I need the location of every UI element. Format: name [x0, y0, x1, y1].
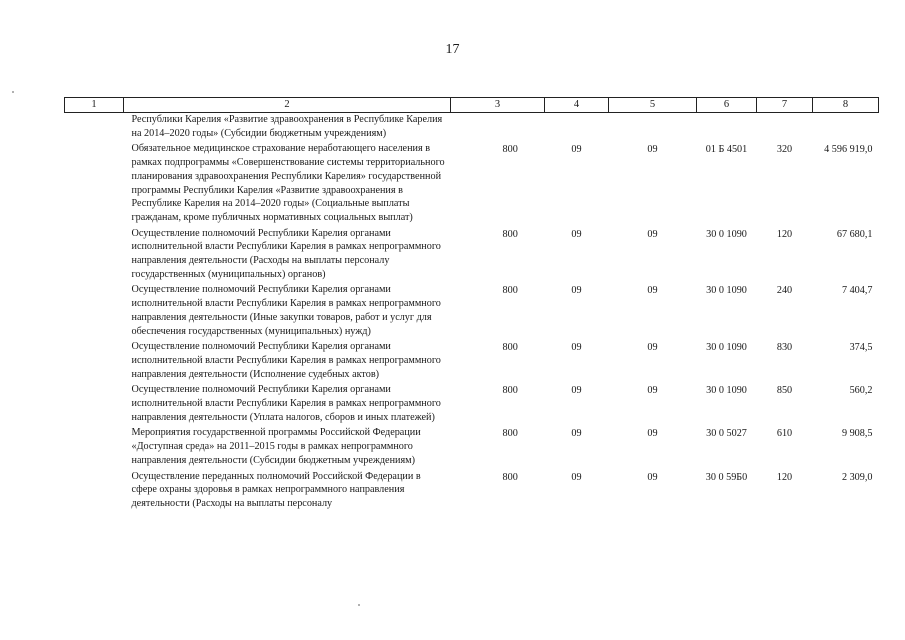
row-description: Осуществление полномочий Республики Карелия органами исполнительной власти Республики Карелия в рамках непрограммного направления деятельности (Уплата налогов, сборов и иных платежей) [131, 384, 441, 423]
table-header-row [65, 98, 879, 113]
row-description: Осуществление полномочий Республики Карелия органами исполнительной власти Республики Карелия в рамках непрограммного направления деятельности (Расходы на выплаты персоналу государственных (муниципальных) органов) [131, 227, 441, 280]
cell-section [545, 113, 609, 143]
cell-ministry: 800 [502, 385, 518, 397]
column-header: 8 [813, 98, 879, 113]
cell-section: 09 [571, 428, 582, 440]
column-header: 6 [697, 98, 757, 113]
column-header: 5 [609, 98, 697, 113]
row-description: Осуществление полномочий Республики Карелия органами исполнительной власти Республики Карелия в рамках непрограммного направления деятельности (Иные закупки товаров, работ и услуг для обеспечения государственных (муниципальных) нужд) [131, 284, 441, 337]
column-header: 3 [451, 98, 545, 113]
row-description: Осуществление переданных полномочий Российской Федерации в сфере охраны здоровья в рамках непрограммного направления деятельности (Расходы на выплаты персоналу [131, 470, 421, 509]
cell-subsection: 09 [647, 428, 658, 440]
table-row [65, 383, 879, 426]
column-header: 7 [757, 98, 813, 113]
row-description: Мероприятия государственной программы Российской Федерации «Доступная среда» на 2011–2015 годы в рамках непрограммного направления деятельности (Субсидии бюджетным учреждениям) [131, 427, 421, 466]
cell-amount: 7 404,7 [841, 285, 873, 297]
cell-expense-type: 830 [776, 342, 793, 354]
cell-subsection: 09 [647, 228, 658, 240]
cell-section: 09 [571, 385, 582, 397]
page-number: 17 [445, 42, 460, 57]
cell-target-article: 30 0 1090 [706, 342, 747, 354]
cell-target-article: 30 0 1090 [706, 385, 747, 397]
cell-expense-type: 850 [776, 385, 793, 397]
table-row [65, 113, 879, 143]
cell-amount [813, 113, 879, 143]
cell-ministry: 800 [502, 428, 518, 440]
budget-table [64, 97, 879, 513]
cell-amount: 560,2 [849, 385, 873, 397]
cell-expense-type [757, 113, 813, 143]
cell-subsection [609, 113, 697, 143]
scan-speck [358, 604, 360, 606]
cell-section: 09 [571, 342, 582, 354]
cell-amount: 9 908,5 [841, 428, 873, 440]
cell-section: 09 [571, 228, 582, 240]
table-row [65, 470, 879, 513]
cell-subsection: 09 [647, 385, 658, 397]
cell-ministry: 800 [502, 471, 518, 483]
cell-ministry: 800 [502, 228, 518, 240]
row-description: Обязательное медицинское страхование неработающего населения в рамках подпрограммы «Совершенствование системы территориального планирования здравоохранения Республики Карелия» государственной программы Республики Карелия «Развитие здравоохранения в Республике Карелия на 2014–2020 годы» (Социальные выплаты гражданам, кроме публичных нормативных социальных выплат) [131, 143, 445, 223]
cell-target-article: 30 0 59Б0 [705, 471, 748, 483]
table-row [65, 227, 879, 284]
table-row [65, 340, 879, 383]
table-row [65, 283, 879, 340]
cell-amount: 374,5 [849, 342, 873, 354]
cell-subsection: 09 [647, 144, 658, 156]
column-header: 2 [124, 98, 451, 113]
cell-target-article: 30 0 1090 [706, 228, 747, 240]
cell-amount: 2 309,0 [841, 471, 873, 483]
cell-target-article: 01 Б 4501 [705, 144, 748, 156]
cell-ministry: 800 [502, 144, 518, 156]
cell-amount: 4 596 919,0 [824, 144, 873, 156]
column-header: 4 [545, 98, 609, 113]
cell-expense-type: 240 [776, 285, 793, 297]
cell-target-article: 30 0 1090 [706, 285, 747, 297]
cell-expense-type: 120 [776, 228, 793, 240]
cell-subsection: 09 [647, 285, 658, 297]
cell-expense-type: 320 [776, 144, 793, 156]
cell-expense-type: 120 [776, 471, 793, 483]
row-description: Осуществление полномочий Республики Карелия органами исполнительной власти Республики Карелия в рамках непрограммного направления деятельности (Исполнение судебных актов) [131, 341, 441, 380]
table-row [65, 142, 879, 226]
column-header: 1 [65, 98, 124, 113]
cell-ministry: 800 [502, 285, 518, 297]
cell-target-article: 30 0 5027 [706, 428, 747, 440]
cell-section: 09 [571, 471, 582, 483]
cell-subsection: 09 [647, 342, 658, 354]
cell-section: 09 [571, 144, 582, 156]
cell-expense-type: 610 [776, 428, 793, 440]
table-row [65, 426, 879, 469]
row-description: Республики Карелия «Развитие здравоохранения в Республике Карелия на 2014–2020 годы» (Субсидии бюджетным учреждениям) [131, 114, 443, 139]
scan-speck [12, 91, 14, 93]
cell-section: 09 [571, 285, 582, 297]
cell-ministry [451, 113, 545, 143]
cell-subsection: 09 [647, 471, 658, 483]
cell-ministry: 800 [502, 342, 518, 354]
cell-amount: 67 680,1 [836, 228, 873, 240]
cell-target-article [697, 113, 757, 143]
